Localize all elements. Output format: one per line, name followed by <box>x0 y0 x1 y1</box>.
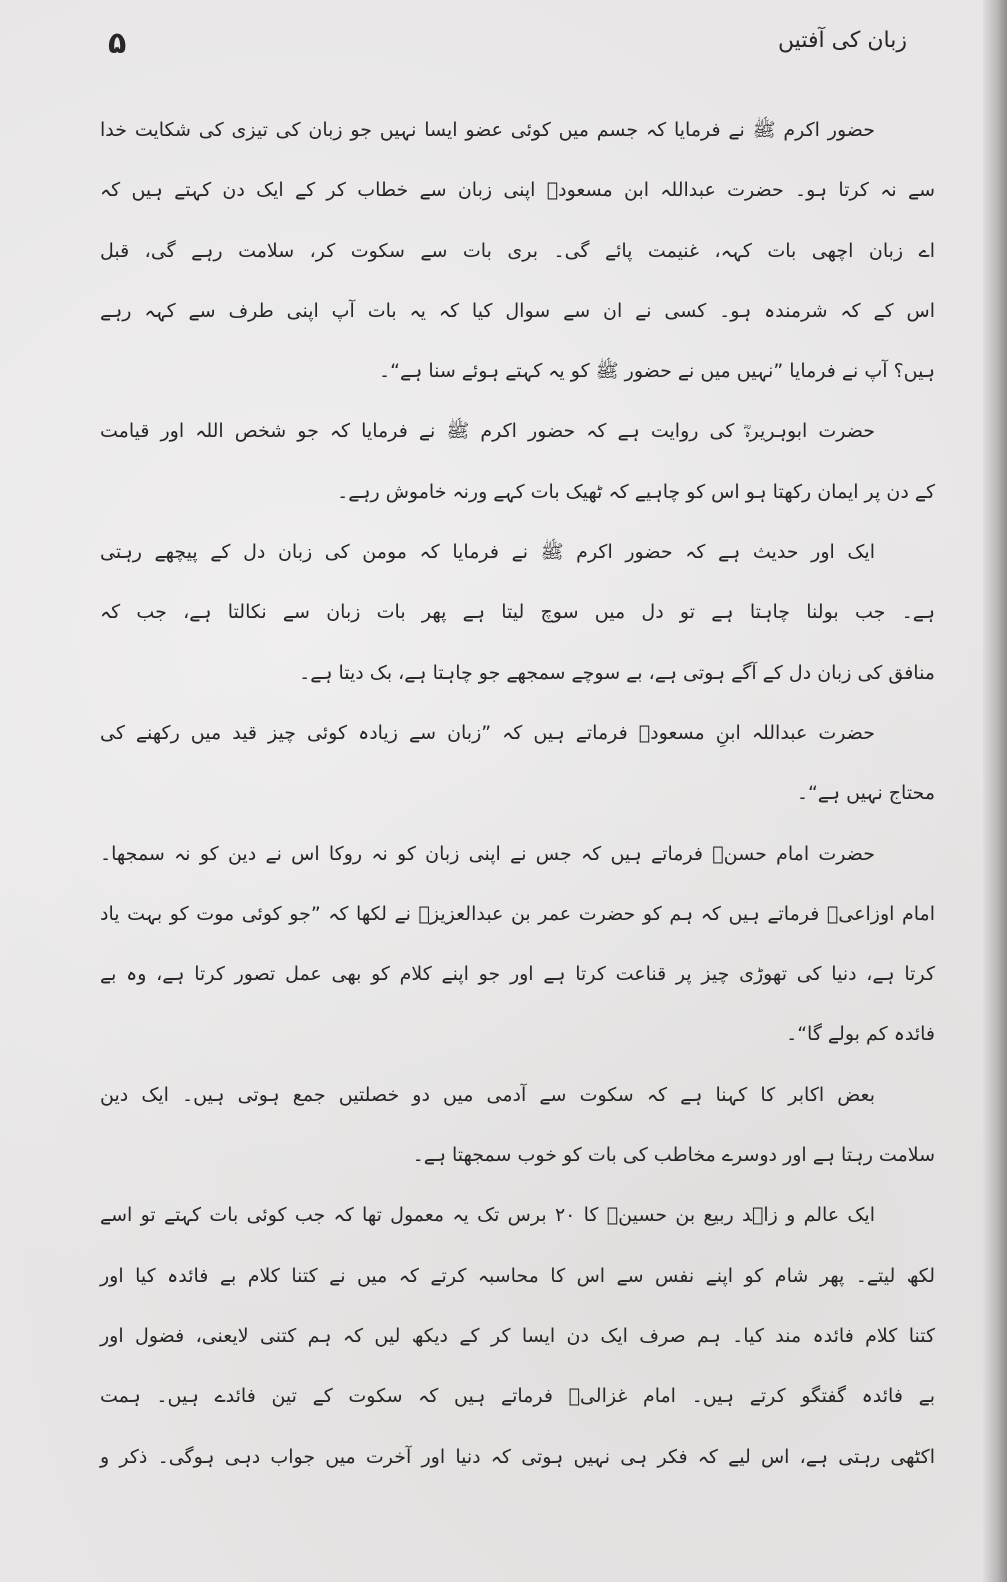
text-line: محتاج نہیں ہے“۔ <box>796 782 935 805</box>
text-line: لکھ لیتے۔ پھر شام کو اپنے نفس سے اس کا محاسبہ کرتے کہ میں نے کتنا کلام بے فائدہ کیا اور <box>100 1264 935 1287</box>
text-line: اکٹھی رہتی ہے، اس لیے کہ فکر ہی نہیں ہوتی کہ دنیا اور آخرت میں جواب دہی ہوگی۔ ذکر و <box>100 1445 935 1468</box>
text-line: ایک عالم و زاہد ربیع بن حسینؒ کا ۲۰ برس تک یہ معمول تھا کہ جب کوئی بات کہتے تو اسے <box>100 1204 875 1227</box>
text-line: حضرت ابوہریرہؓ کی روایت ہے کہ حضور اکرم ﷺ نے فرمایا کہ جو شخص اللہ اور قیامت <box>100 420 875 443</box>
book-spine-edge <box>983 0 1007 1582</box>
text-line: سلامت رہتا ہے اور دوسرے مخاطب کی بات کو خوب سمجھتا ہے۔ <box>412 1144 935 1167</box>
text-line: کے دن پر ایمان رکھتا ہو اس کو چاہیے کہ ٹھیک بات کہے ورنہ خاموش رہے۔ <box>337 480 935 503</box>
text-line: ایک اور حدیث ہے کہ حضور اکرم ﷺ نے فرمایا کہ مومن کی زبان دل کے پیچھے رہتی <box>100 541 875 564</box>
text-line: کرتا ہے، دنیا کی تھوڑی چیز پر قناعت کرتا ہے اور جو اپنے کلام کو بھی عمل تصور کرتا ہے، وہ بے <box>100 963 935 986</box>
text-line: فائدہ کم بولے گا“۔ <box>786 1023 935 1046</box>
text-line: بے فائدہ گفتگو کرتے ہیں۔ امام غزالیؒ فرماتے ہیں کہ سکوت کے تین فائدے ہیں۔ ہمت <box>100 1385 935 1408</box>
text-line: حضرت عبداللہ ابنِ مسعودؓ فرماتے ہیں کہ ”زبان سے زیادہ کوئی چیز قید میں رکھنے کی <box>100 721 875 744</box>
running-header-title: زبان کی آفتیں <box>777 28 907 53</box>
text-line: بعض اکابر کا کہنا ہے کہ سکوت سے آدمی میں دو خصلتیں جمع ہوتی ہیں۔ ایک دین <box>100 1083 875 1106</box>
text-line: ہیں؟ آپ نے فرمایا ”نہیں میں نے حضور ﷺ کو یہ کہتے ہوئے سنا ہے“۔ <box>379 360 935 383</box>
text-line: منافق کی زبان دل کے آگے ہوتی ہے، بے سوچے سمجھے جو چاہتا ہے، بک دیتا ہے۔ <box>299 661 935 684</box>
text-line: اے زبان اچھی بات کہہ، غنیمت پائے گی۔ بری بات سے سکوت کر، سلامت رہے گی، قبل <box>100 239 935 262</box>
text-line: حضرت امام حسنؓ فرماتے ہیں کہ جس نے اپنی زبان کو نہ روکا اس نے دین کو نہ سمجھا۔ <box>100 842 875 865</box>
text-line: کتنا کلام فائدہ مند کیا۔ ہم صرف ایک دن ایسا کر کے دیکھ لیں کہ ہم کتنی لایعنی، فضول اور <box>100 1324 935 1347</box>
text-line: امام اوزاعیؒ فرماتے ہیں کہ ہم کو حضرت عمر بن عبدالعزیزؒ نے لکھا کہ ”جو کوئی موت کو بہت یاد <box>100 902 935 925</box>
text-line: ہے۔ جب بولنا چاہتا ہے تو دل میں سوچ لیتا ہے پھر بات زبان سے نکالتا ہے، جب کہ <box>100 601 935 624</box>
body-text <box>100 104 935 1491</box>
text-line: سے نہ کرتا ہو۔ حضرت عبداللہ ابن مسعودؓ اپنی زبان سے خطاب کر کے ایک دن کہتے ہیں کہ <box>100 179 935 202</box>
text-line: حضور اکرم ﷺ نے فرمایا کہ جسم میں کوئی عضو ایسا نہیں جو زبان کی تیزی کی شکایت خدا <box>100 119 875 141</box>
text-line: اس کے کہ شرمندہ ہو۔ کسی نے ان سے سوال کیا کہ یہ بات آپ اپنی طرف سے کہہ رہے <box>100 299 935 322</box>
page-number: ۵ <box>108 26 127 61</box>
